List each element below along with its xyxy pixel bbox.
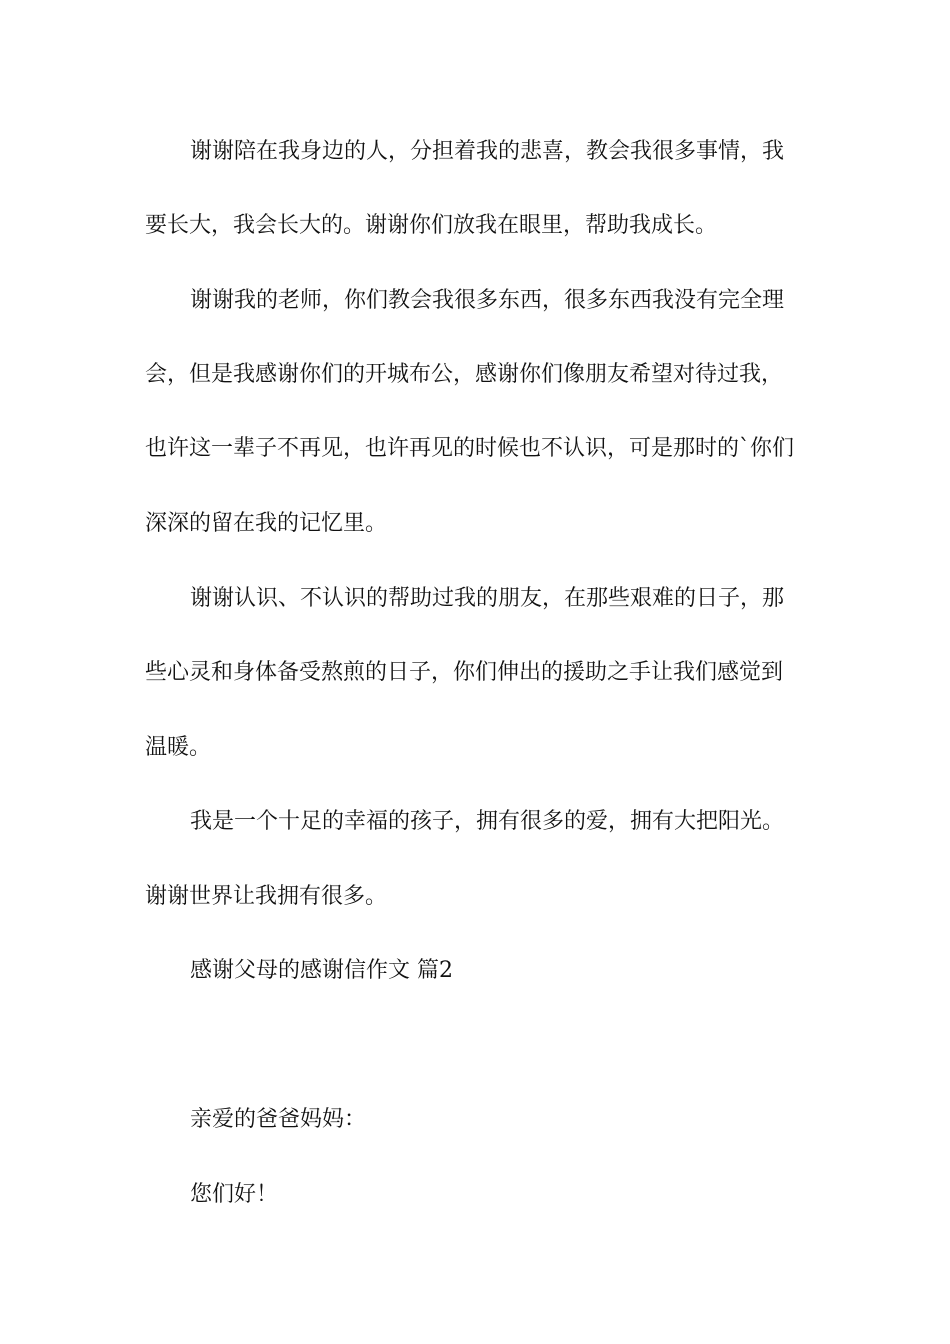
paragraph-3-line-1: 谢谢认识、不认识的帮助过我的朋友，在那些艰难的日子，那 — [190, 586, 785, 611]
paragraph-2-line-1: 谢谢我的老师，你们教会我很多东西，很多东西我没有完全理 — [190, 288, 785, 313]
paragraph-3-line-3: 温暖。 — [145, 735, 212, 760]
paragraph-2-line-4: 深深的留在我的记忆里。 — [145, 511, 388, 536]
paragraph-1-line-1: 谢谢陪在我身边的人，分担着我的悲喜，教会我很多事情，我 — [190, 139, 785, 164]
salutation: 亲爱的爸爸妈妈： — [190, 1107, 367, 1132]
paragraph-1-line-2: 要长大，我会长大的。谢谢你们放我在眼里，帮助我成长。 — [145, 213, 718, 238]
paragraph-2-line-3: 也许这一辈子不再见，也许再见的时候也不认识，可是那时的`你们 — [145, 436, 795, 461]
paragraph-2-line-2: 会，但是我感谢你们的开城布公，感谢你们像朋友希望对待过我， — [145, 362, 784, 387]
paragraph-4-line-2: 谢谢世界让我拥有很多。 — [145, 884, 388, 909]
paragraph-4-line-1: 我是一个十足的幸福的孩子，拥有很多的爱，拥有大把阳光。 — [190, 809, 785, 834]
section-heading: 感谢父母的感谢信作文 篇2 — [190, 958, 453, 983]
paragraph-3-line-2: 些心灵和身体备受熬煎的日子，你们伸出的援助之手让我们感觉到 — [145, 660, 784, 685]
greeting: 您们好！ — [190, 1182, 279, 1207]
